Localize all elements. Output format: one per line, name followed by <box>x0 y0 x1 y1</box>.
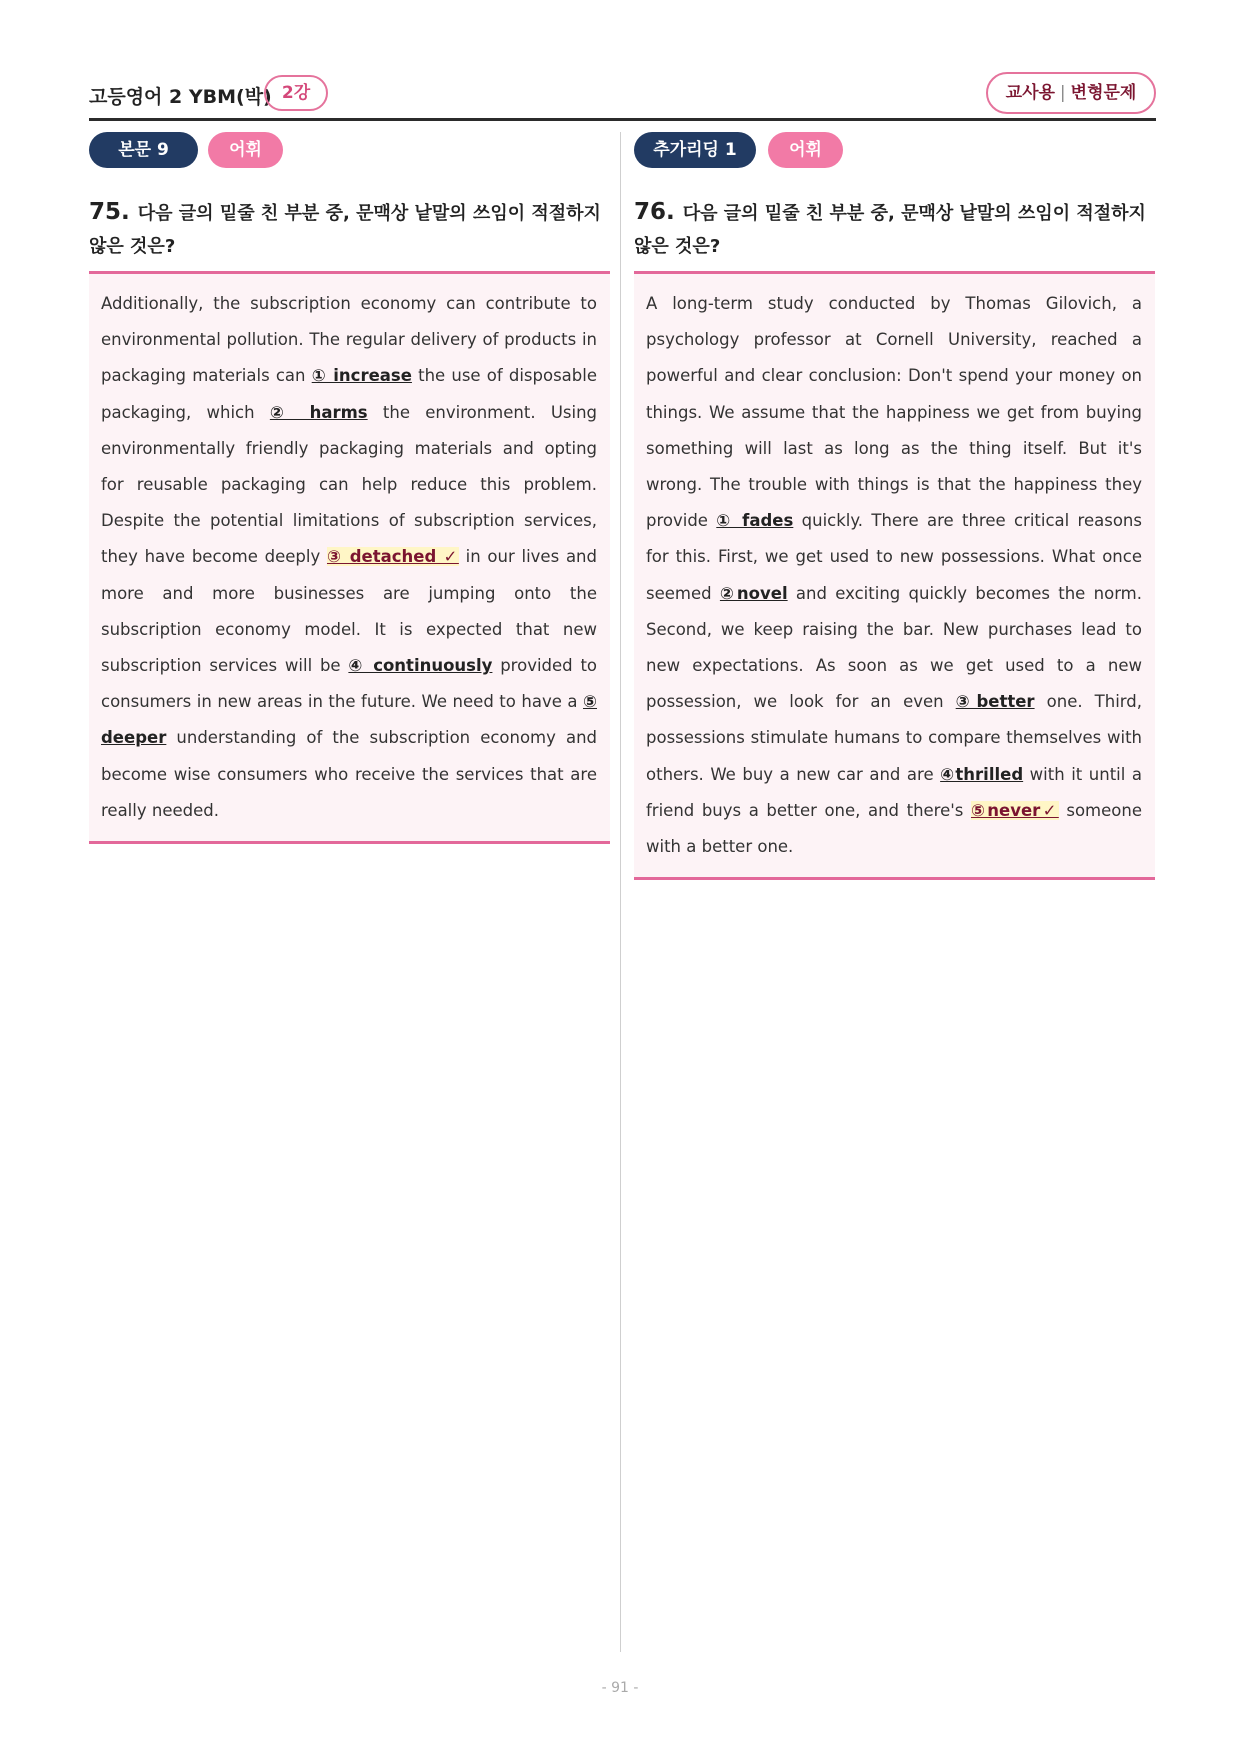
question-prompt <box>634 196 1155 263</box>
page-number: - 91 - <box>601 1680 639 1696</box>
choice-1: ① fades <box>716 511 794 531</box>
passage-text: one. Third, possessions stimulate humans to compare themselves with others. We buy a new car and are <box>646 692 1142 784</box>
question-number: 75. <box>89 199 130 225</box>
badge-type-label: 변형문제 <box>1070 83 1137 103</box>
question-prompt <box>89 196 610 263</box>
passage-bottom-rule <box>89 841 610 844</box>
passage-text: in our lives and more and more businesses are jumping onto the subscription economy model. It is expected that new subscription services will be <box>101 547 597 676</box>
question-tags <box>89 132 610 168</box>
choice-4: ④thrilled <box>940 764 1024 784</box>
passage-text: someone with a better one. <box>646 800 1142 857</box>
passage-text: with it until a friend buys a better one, and there's <box>646 764 1142 820</box>
passage-bottom-rule <box>634 877 1155 880</box>
type-pill: 어휘 <box>768 132 843 168</box>
passage-text: and exciting quickly becomes the norm. Second, we keep raising the bar. New purchases lead to new expectations. As soon as we get used to a new possession, we look for an even <box>646 583 1142 712</box>
badge-separator: | <box>1059 83 1066 103</box>
choice-5: ⑤ deeper <box>101 692 597 748</box>
passage-text: Additionally, the subscription economy can contribute to environmental pollution. The regular delivery of products in packaging materials can <box>101 294 597 386</box>
passage <box>89 274 610 841</box>
passage-text: provided to consumers in new areas in the future. We need to have a <box>101 656 598 712</box>
choice-2: ②novel <box>719 583 788 603</box>
header-rule <box>89 118 1156 121</box>
passage-text: the use of disposable packaging, which <box>101 366 597 422</box>
lesson-badge: 2강 <box>264 75 328 111</box>
choice-1: ① increase <box>311 366 412 386</box>
book-title: 고등영어 2 YBM(박) <box>89 86 272 108</box>
question-number: 76. <box>634 199 675 225</box>
badge-teacher-label: 교사용 <box>1005 83 1055 103</box>
choice-3: ③better <box>955 692 1035 712</box>
choice-5-answer: ⑤never✓ <box>970 800 1059 820</box>
teacher-edition-badge <box>986 72 1156 114</box>
choice-2: ② harms <box>269 402 368 422</box>
question-76 <box>634 132 1155 880</box>
passage-text: A long-term study conducted by Thomas Gilovich, a psychology professor at Cornell University, reached a powerful and clear conclusion: Don't spend your money on things. We assume that the happiness we get from buying something will last as long as the thing itself. But it's wrong. The trouble with things is that the happiness they provide <box>646 294 1142 531</box>
passage-text: quickly. There are three critical reasons for this. First, we get used to new possessions. What once seemed <box>646 511 1142 603</box>
question-75 <box>89 132 610 844</box>
question-tags <box>634 132 1155 168</box>
type-pill: 어휘 <box>208 132 283 168</box>
source-pill: 본문 9 <box>89 132 198 168</box>
passage <box>634 274 1155 877</box>
column-divider <box>620 132 621 1652</box>
question-text: 다음 글의 밑줄 친 부분 중, 문맥상 낱말의 쓰임이 적절하지 않은 것은? <box>89 203 601 257</box>
question-text: 다음 글의 밑줄 친 부분 중, 문맥상 낱말의 쓰임이 적절하지 않은 것은? <box>634 203 1146 257</box>
source-pill: 추가리딩 1 <box>634 132 756 168</box>
passage-text: the environment. Using environmentally friendly packaging materials and opting for reusable packaging can help reduce this problem. Despite the potential limitations of subscription services, they have become deeply <box>101 402 598 567</box>
passage-text: understanding of the subscription economy and become wise consumers who receive the services that are really needed. <box>101 728 597 820</box>
choice-3-answer: ③ detached ✓ <box>326 547 459 567</box>
choice-4: ④ continuously <box>348 656 493 676</box>
page-header <box>89 72 1156 120</box>
